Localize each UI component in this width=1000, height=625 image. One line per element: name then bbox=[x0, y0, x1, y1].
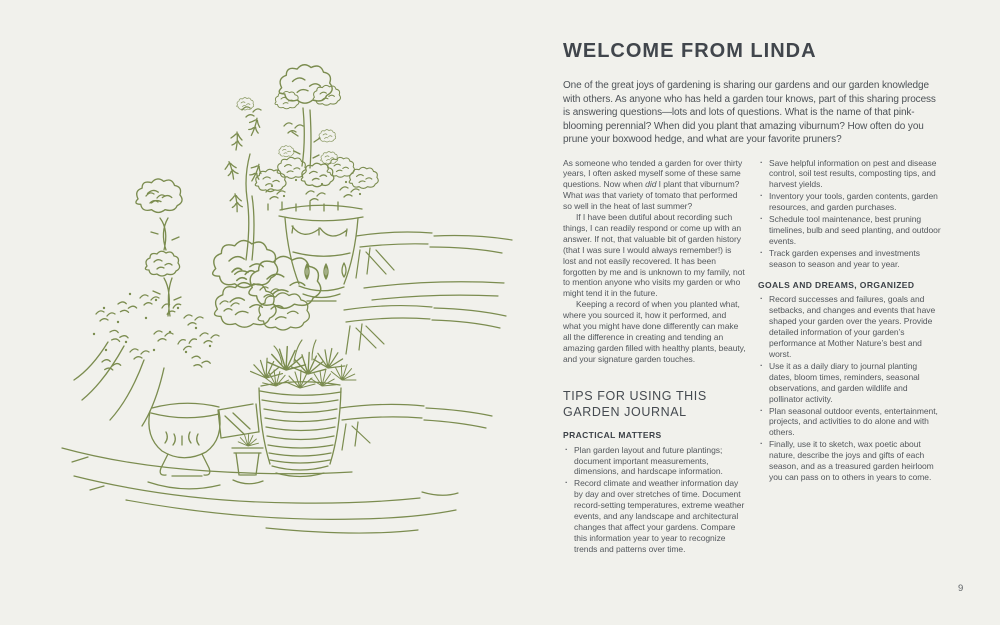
striped-planter bbox=[259, 382, 341, 477]
bullet-item: · Finally, use it to sketch, wax poetic about nature, describe the joys and gifts of each season, and as a treasured garden heirloom you can pass on to others in years to come. bbox=[758, 439, 941, 483]
tips-heading-line2: GARDEN JOURNAL bbox=[563, 404, 687, 419]
paragraph-text: that variety of tomato that performed so well in the heat of last summer? bbox=[563, 190, 738, 212]
paragraph: Keeping a record of when you planted what, where you sourced it, how it performed, and what you might have done differently can make all the difference in creating and tending an amazing garden filled with healthy plants, beauty, and your signature garden touches. bbox=[563, 299, 746, 364]
practical-bullet-list-left bbox=[563, 445, 746, 555]
tips-heading-line1: TIPS FOR USING THIS bbox=[563, 388, 707, 403]
two-column-body bbox=[563, 158, 941, 556]
goals-section bbox=[758, 280, 941, 483]
bullet-item: · Plan seasonal outdoor events, entertainment, projects, and activities to do alone and with others. bbox=[758, 406, 941, 439]
practical-matters-heading: PRACTICAL MATTERS bbox=[563, 429, 662, 440]
garden-steps bbox=[340, 232, 512, 450]
bullet-item: · Record climate and weather information day by day and over stretches of time. Document record-setting temperatures, extreme weather events, and any landscape and architectural changes that affect your gardens. Compare this information year to year to recognize trends and patterns over time. bbox=[563, 478, 746, 554]
paragraph-text: As someone who tended a garden for over thirty years, I often asked myself some of these same questions. Now when bbox=[563, 157, 743, 190]
spray-topiary bbox=[223, 98, 263, 260]
italic-word: did bbox=[645, 179, 657, 190]
urn-flowers bbox=[255, 157, 378, 211]
ground-lines bbox=[62, 448, 458, 533]
column-right bbox=[758, 158, 941, 556]
bullet-item: · Track garden expenses and investments season to season and year to year. bbox=[758, 248, 941, 270]
bullet-item: · Schedule tool maintenance, best pruning timelines, bulb and seed planting, and outdoor events. bbox=[758, 214, 941, 247]
bullet-item: · Plan garden layout and future plantings; document important measurements, dimensions, and hardscape information. bbox=[563, 445, 746, 478]
paragraph: If I have been dutiful about recording such things, I can readily respond or come up with an answer. If not, that valuable bit of garden history (that I was sure I would always remember!) is lost and not easily recovered. It has been forgotten by me and is unknown to my family, not to mention anyone who visits my garden or who might tend it in the future. bbox=[563, 212, 745, 299]
page-title: WELCOME FROM LINDA bbox=[563, 40, 817, 62]
bullet-item: · Save helpful information on pest and disease control, soil test results, composting tips, and harvest yields. bbox=[758, 158, 941, 191]
bullet-item: · Use it as a daily diary to journal planting dates, bloom times, reminders, seasonal observations, and garden wildlife and pollinator activity. bbox=[758, 361, 941, 405]
italic-word: was bbox=[584, 190, 600, 201]
stone-block bbox=[218, 404, 259, 438]
text-page bbox=[563, 40, 941, 556]
succulents bbox=[251, 340, 360, 388]
paragraph bbox=[563, 158, 746, 213]
tall-topiary bbox=[275, 65, 341, 168]
intro-paragraph: One of the great joys of gardening is sharing our gardens and our garden knowledge with others. As anyone who has held a garden tour knows, part of this sharing process is answering questions—lots and lots of questions. What is the name of that pink-blooming perennial? When did you plant that amazing viburnum? How often do you prune your boxwood hedge, and what are your favorite pruners? bbox=[563, 80, 936, 145]
tips-heading bbox=[563, 388, 746, 420]
tiny-pot bbox=[232, 433, 263, 483]
trailing-plant bbox=[74, 295, 219, 426]
page-number: 9 bbox=[958, 583, 964, 594]
paragraph-text: I plant that viburnum? What bbox=[563, 179, 740, 201]
goals-heading: GOALS AND DREAMS, ORGANIZED bbox=[758, 279, 915, 290]
garden-illustration bbox=[60, 46, 515, 566]
column-left bbox=[563, 158, 746, 556]
bullet-item: · Inventory your tools, garden contents, garden resources, and garden purchases. bbox=[758, 191, 941, 213]
bullet-item: · Record successes and failures, goals and setbacks, and changes and events that have shaped your garden over the years. Provide detailed information of your garden’s performance at Mother Nature’s best and worst. bbox=[758, 294, 941, 359]
goals-bullet-list bbox=[758, 294, 941, 482]
illustration-strokes bbox=[62, 65, 512, 533]
round-pot bbox=[148, 403, 220, 489]
practical-bullet-list-right bbox=[758, 158, 941, 270]
